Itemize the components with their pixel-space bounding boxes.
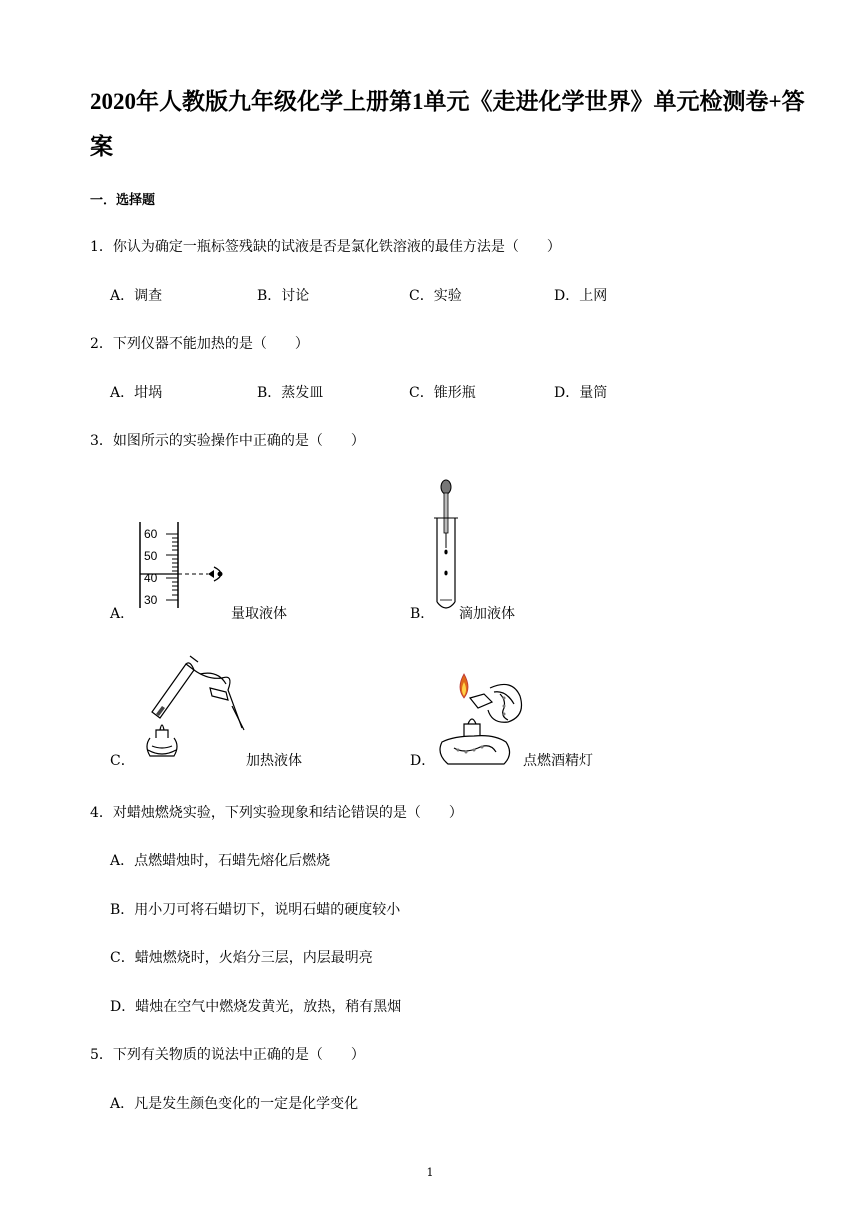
document-title-line1: 2020年人教版九年级化学上册第1单元《走进化学世界》单元检测卷+答 xyxy=(90,89,805,114)
q1-option-d: D．上网 xyxy=(554,288,608,304)
question-1-stem: 1．你认为确定一瓶标签残缺的试液是否是氯化铁溶液的最佳方法是（ ） xyxy=(90,239,561,255)
q3-option-c-caption: 加热液体 xyxy=(246,753,302,769)
q1-option-c: C．实验 xyxy=(409,288,462,304)
q4-option-a: A．点燃蜡烛时，石蜡先熔化后燃烧 xyxy=(110,853,331,869)
q3-option-b-caption: 滴加液体 xyxy=(459,606,515,622)
question-3-stem: 3．如图所示的实验操作中正确的是（ ） xyxy=(90,433,365,449)
q5-option-a: A．凡是发生颜色变化的一定是化学变化 xyxy=(110,1096,359,1112)
figure-a-graduated-cylinder xyxy=(136,520,236,610)
q3-option-a-letter: A． xyxy=(110,606,135,622)
q4-option-d: D．蜡烛在空气中燃烧发黄光，放热，稍有黑烟 xyxy=(110,999,402,1015)
section-heading: 一．选择题 xyxy=(90,193,156,208)
q4-option-b: B．用小刀可将石蜡切下，说明石蜡的硬度较小 xyxy=(110,902,401,918)
question-5-stem: 5．下列有关物质的说法中正确的是（ ） xyxy=(90,1047,365,1063)
figure-d-alcohol-lamps xyxy=(434,664,534,774)
scale-tick-40: 40 xyxy=(144,571,158,585)
q3-option-d-letter: D． xyxy=(410,753,436,769)
q2-option-a: A．坩埚 xyxy=(110,385,163,401)
q1-option-a: A．调查 xyxy=(110,288,163,304)
q3-option-c-letter: C． xyxy=(110,753,135,769)
document-title-line2: 案 xyxy=(90,134,113,159)
figure-c-heating-liquid xyxy=(138,650,248,765)
page-number: 1 xyxy=(426,1166,434,1179)
q3-option-d-caption: 点燃酒精灯 xyxy=(523,753,593,769)
figure-b-dropper-test-tube xyxy=(434,478,464,613)
q1-option-b: B．讨论 xyxy=(257,288,310,304)
scale-tick-30: 30 xyxy=(144,593,158,607)
q3-option-b-letter: B． xyxy=(410,606,435,622)
q3-option-a-caption: 量取液体 xyxy=(231,606,287,622)
scale-tick-50: 50 xyxy=(144,549,158,563)
q2-option-b: B．蒸发皿 xyxy=(257,385,324,401)
question-4-stem: 4．对蜡烛燃烧实验，下列实验现象和结论错误的是（ ） xyxy=(90,805,463,821)
question-2-stem: 2．下列仪器不能加热的是（ ） xyxy=(90,336,309,352)
q2-option-c: C．锥形瓶 xyxy=(409,385,476,401)
q4-option-c: C．蜡烛燃烧时，火焰分三层，内层最明亮 xyxy=(110,950,373,966)
scale-tick-60: 60 xyxy=(144,527,158,541)
q2-option-d: D．量筒 xyxy=(554,385,608,401)
